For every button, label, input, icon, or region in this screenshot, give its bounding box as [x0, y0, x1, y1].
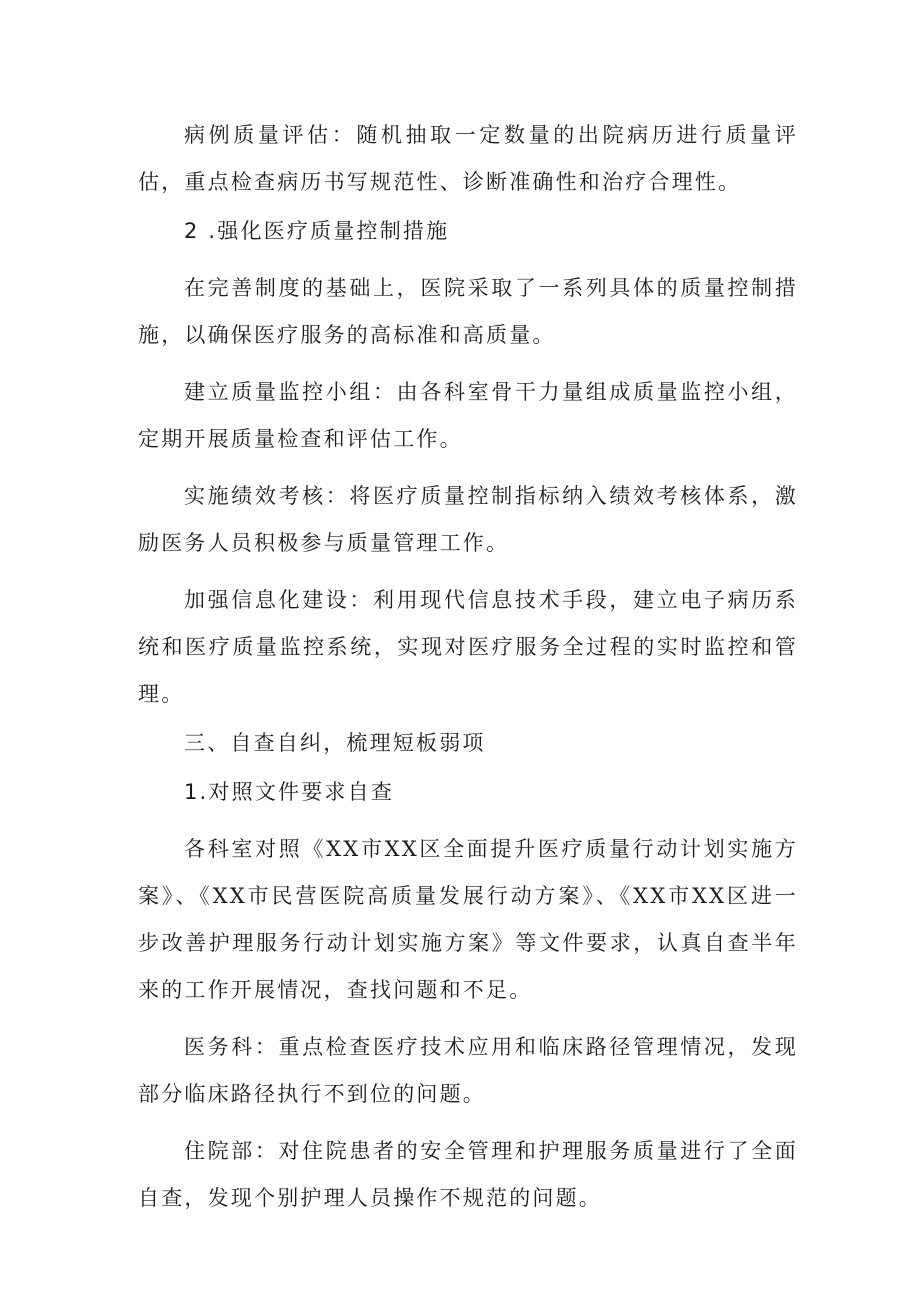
paragraph-quality-control-measures: 在完善制度的基础上，医院采取了一系列具体的质量控制措施，以确保医疗服务的高标准和高质量。 [138, 276, 798, 347]
heading-document-requirements-check: 1.对照文件要求自查 [184, 780, 395, 804]
heading-strengthen-quality-control: 2 .强化医疗质量控制措施 [184, 219, 450, 243]
document-body [138, 112, 798, 1222]
paragraph-performance-evaluation: 实施绩效考核：将医疗质量控制指标纳入绩效考核体系，激励医务人员积极参与质量管理工作。 [138, 484, 798, 555]
heading-self-inspection: 三、自查自纠，梳理短板弱项 [184, 731, 486, 755]
paragraph-information-construction: 加强信息化建设：利用现代信息技术手段，建立电子病历系统和医疗质量监控系统，实现对医疗服务全过程的实时监控和管理。 [138, 588, 798, 706]
paragraph-case-quality-assessment: 病例质量评估：随机抽取一定数量的出院病历进行质量评估，重点检查病历书写规范性、诊断准确性和治疗合理性。 [138, 123, 798, 194]
paragraph-inpatient-department: 住院部：对住院患者的安全管理和护理服务质量进行了全面自查，发现个别护理人员操作不规范的问题。 [138, 1139, 798, 1210]
paragraph-monitoring-group: 建立质量监控小组：由各科室骨干力量组成质量监控小组，定期开展质量检查和评估工作。 [138, 380, 798, 451]
paragraph-department-self-check: 各科室对照《XX市XX区全面提升医疗质量行动计划实施方案》、《XX市民营医院高质量发展行动方案》、《XX市XX区进一步改善护理服务行动计划实施方案》等文件要求，认真自查半年来的工作开展情况，查找问题和不足。 [138, 837, 798, 1002]
paragraph-medical-affairs: 医务科：重点检查医疗技术应用和临床路径管理情况，发现部分临床路径执行不到位的问题。 [138, 1035, 798, 1106]
